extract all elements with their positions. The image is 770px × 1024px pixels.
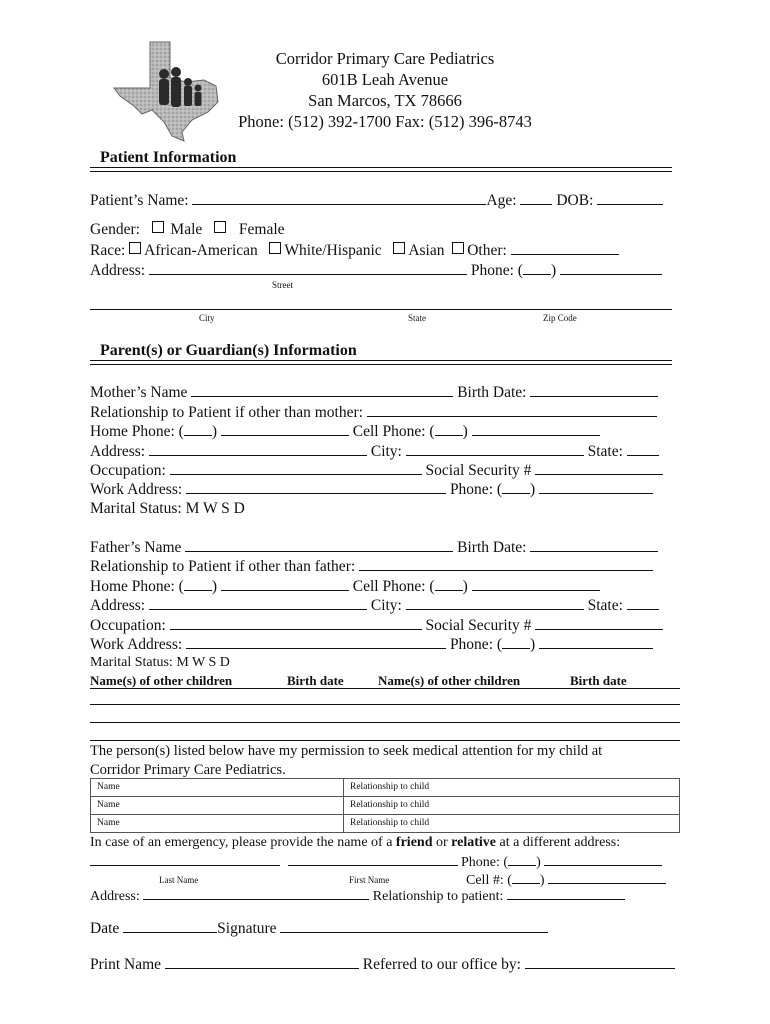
city-state-zip-line[interactable]	[90, 309, 672, 310]
emergency-relationship-label: Relationship to patient:	[372, 889, 504, 904]
print-name-label: Print Name	[90, 956, 162, 973]
permission-name-cell[interactable]: Name	[91, 815, 344, 833]
address-row	[90, 261, 662, 280]
practice-name: Corridor Primary Care Pediatrics	[275, 49, 495, 68]
permission-name-cell[interactable]: Name	[91, 779, 344, 797]
phone-number-field[interactable]	[560, 261, 662, 275]
street-caption: Street	[272, 280, 293, 290]
father-address-label: Address:	[90, 597, 146, 614]
emergency-cell-field[interactable]	[548, 870, 666, 884]
father-rel-label: Relationship to Patient if other than father:	[90, 558, 356, 575]
emergency-address-field[interactable]	[143, 886, 369, 900]
address-label: Address:	[90, 262, 146, 279]
race-wh-checkbox[interactable]	[269, 242, 281, 254]
race-aa-label: African-American	[144, 242, 258, 259]
dob-label: DOB:	[556, 192, 594, 209]
paren: )	[211, 578, 218, 595]
father-city-field[interactable]	[406, 596, 584, 610]
mother-birth-label: Birth Date:	[457, 384, 527, 401]
race-row	[90, 241, 619, 260]
emergency-address-row	[90, 886, 625, 905]
children-col1: Name(s) of other children	[90, 673, 233, 688]
paren: )	[550, 262, 557, 279]
father-work-field[interactable]	[186, 635, 446, 649]
mother-rel-row	[90, 403, 657, 422]
race-asian-label: Asian	[408, 242, 445, 259]
mother-cell-area-field[interactable]	[435, 422, 463, 436]
father-home-phone-label: Home Phone: (	[90, 578, 184, 595]
father-home-area-field[interactable]	[184, 577, 212, 591]
father-rel-field[interactable]	[359, 557, 653, 571]
father-work-phone-field[interactable]	[539, 635, 653, 649]
permission-rel-cell[interactable]: Relationship to child	[344, 779, 680, 797]
paren: )	[211, 423, 218, 440]
mother-work-field[interactable]	[186, 480, 446, 494]
father-birth-field[interactable]	[530, 538, 658, 552]
permission-line-1: The person(s) listed below have my permission to seek medical attention for my child at	[90, 743, 603, 759]
father-name-label: Father’s Name	[90, 539, 182, 556]
practice-contact: Phone: (512) 392-1700 Fax: (512) 396-8743	[238, 112, 532, 131]
signature-label: Signature	[217, 920, 277, 937]
father-rel-row	[90, 557, 653, 576]
practice-street: 601B Leah Avenue	[321, 70, 449, 89]
section-divider	[90, 360, 672, 365]
father-cell-area-field[interactable]	[435, 577, 463, 591]
practice-city: San Marcos, TX 78666	[308, 91, 462, 110]
race-other-label: Other:	[467, 242, 507, 259]
mother-name-field[interactable]	[191, 383, 453, 397]
address-street-field[interactable]	[149, 261, 467, 275]
permission-table	[90, 778, 680, 833]
dob-field[interactable]	[597, 191, 663, 205]
date-signature-row	[90, 919, 548, 938]
father-state-label: State:	[587, 597, 623, 614]
permission-rel-cell[interactable]: Relationship to child	[344, 815, 680, 833]
race-other-field[interactable]	[511, 241, 619, 255]
male-label: Male	[170, 221, 203, 238]
paren: )	[462, 578, 468, 595]
race-wh-label: White/Hispanic	[284, 242, 382, 259]
emergency-cell-area-field[interactable]	[512, 870, 540, 884]
paren: )	[530, 636, 536, 653]
section-title-patient: Patient Information	[100, 149, 237, 166]
emergency-intro	[90, 835, 620, 851]
mother-work-row	[90, 480, 653, 499]
emergency-phone-field[interactable]	[544, 852, 662, 866]
father-occupation-label: Occupation:	[90, 617, 166, 634]
children-line-2[interactable]	[90, 722, 680, 723]
state-caption: State	[408, 313, 426, 323]
mother-state-label: State:	[587, 443, 623, 460]
mother-address-row	[90, 442, 659, 461]
mother-work-label: Work Address:	[90, 481, 183, 498]
patient-name-row	[90, 191, 663, 210]
emergency-last-name-field[interactable]	[90, 852, 280, 866]
emergency-address-label: Address:	[90, 889, 140, 904]
section-title-parents: Parent(s) or Guardian(s) Information	[100, 342, 357, 359]
mother-address-label: Address:	[90, 443, 146, 460]
emergency-intro-b: at a different address:	[496, 835, 621, 850]
emergency-relationship-field[interactable]	[507, 886, 625, 900]
father-work-row	[90, 635, 653, 654]
mother-occupation-label: Occupation:	[90, 462, 166, 479]
father-home-phone-field[interactable]	[221, 577, 349, 591]
race-label: Race:	[90, 242, 126, 259]
father-ssn-field[interactable]	[535, 616, 663, 630]
mother-name-row	[90, 383, 658, 402]
children-line-3[interactable]	[90, 740, 680, 741]
emergency-phone-label: Phone: (	[461, 855, 509, 870]
patient-name-field[interactable]	[192, 191, 486, 205]
father-name-row	[90, 538, 658, 557]
age-label: Age:	[486, 192, 517, 209]
last-name-caption: Last Name	[159, 875, 199, 885]
father-city-label: City:	[370, 597, 402, 614]
referred-field[interactable]	[525, 955, 675, 969]
father-phone-row	[90, 577, 600, 596]
mother-work-area-field[interactable]	[502, 480, 530, 494]
print-name-row	[90, 955, 675, 974]
children-header	[90, 673, 680, 689]
father-birth-label: Birth Date:	[457, 539, 527, 556]
gender-label: Gender:	[90, 221, 140, 238]
father-ssn-label: Social Security #	[425, 617, 532, 634]
paren: )	[530, 481, 536, 498]
mother-city-label: City:	[370, 443, 402, 460]
mother-occupation-row	[90, 461, 663, 480]
father-marital-row[interactable]: Marital Status: M W S D	[90, 655, 230, 670]
emergency-relative: relative	[451, 835, 496, 850]
date-label: Date	[90, 920, 120, 937]
patient-name-label: Patient’s Name:	[90, 192, 189, 209]
father-work-area-field[interactable]	[502, 635, 530, 649]
mother-marital-row[interactable]: Marital Status: M W S D	[90, 500, 245, 517]
permission-rel-cell[interactable]: Relationship to child	[344, 797, 680, 815]
phone-area-field[interactable]	[523, 261, 551, 275]
mother-phone-row	[90, 422, 600, 441]
paren: )	[462, 423, 468, 440]
father-address-field[interactable]	[149, 596, 367, 610]
children-col2: Birth date	[287, 673, 344, 688]
date-field[interactable]	[123, 919, 217, 933]
first-name-caption: First Name	[349, 875, 390, 885]
city-caption: City	[199, 313, 215, 323]
paren: )	[539, 873, 545, 888]
mother-ssn-label: Social Security #	[425, 462, 532, 479]
mother-cell-field[interactable]	[472, 422, 600, 436]
emergency-friend: friend	[395, 835, 433, 850]
mother-occupation-field[interactable]	[170, 461, 422, 475]
father-address-row	[90, 596, 659, 615]
mother-city-field[interactable]	[406, 442, 584, 456]
father-occupation-field[interactable]	[170, 616, 422, 630]
race-aa-checkbox[interactable]	[129, 242, 141, 254]
mother-rel-label: Relationship to Patient if other than mother:	[90, 404, 363, 421]
age-field[interactable]	[520, 191, 552, 205]
phone-label: Phone: (	[470, 262, 523, 279]
male-checkbox[interactable]	[152, 221, 164, 233]
father-state-field[interactable]	[627, 596, 659, 610]
mother-work-phone-label: Phone: (	[449, 481, 503, 498]
mother-address-field[interactable]	[149, 442, 367, 456]
children-line-1[interactable]	[90, 704, 680, 705]
emergency-name-row	[90, 852, 662, 871]
mother-home-phone-label: Home Phone: (	[90, 423, 184, 440]
father-work-phone-label: Phone: (	[449, 636, 503, 653]
father-name-field[interactable]	[185, 538, 453, 552]
mother-state-field[interactable]	[627, 442, 659, 456]
permission-name-cell[interactable]: Name	[91, 797, 344, 815]
race-other-checkbox[interactable]	[452, 242, 464, 254]
permission-row[interactable]	[91, 815, 680, 833]
mother-birth-field[interactable]	[530, 383, 658, 397]
emergency-intro-a: In case of an emergency, please provide the name of a	[90, 835, 396, 850]
zip-caption: Zip Code	[543, 313, 577, 323]
paren: )	[536, 855, 541, 870]
signature-field[interactable]	[280, 919, 548, 933]
mother-home-area-field[interactable]	[184, 422, 212, 436]
mother-rel-field[interactable]	[367, 403, 657, 417]
female-label: Female	[238, 221, 285, 238]
father-occupation-row	[90, 616, 663, 635]
father-cell-field[interactable]	[472, 577, 600, 591]
female-checkbox[interactable]	[214, 221, 226, 233]
mother-ssn-field[interactable]	[535, 461, 663, 475]
mother-work-phone-field[interactable]	[539, 480, 653, 494]
father-work-label: Work Address:	[90, 636, 183, 653]
emergency-first-name-field[interactable]	[288, 852, 458, 866]
mother-home-phone-field[interactable]	[221, 422, 349, 436]
emergency-phone-area-field[interactable]	[508, 852, 536, 866]
permission-row[interactable]	[91, 779, 680, 797]
mother-name-label: Mother’s Name	[90, 384, 188, 401]
referred-label: Referred to our office by:	[362, 956, 521, 973]
permission-row[interactable]	[91, 797, 680, 815]
gender-row	[90, 221, 285, 239]
section-divider	[90, 167, 672, 172]
mother-cell-label: Cell Phone: (	[352, 423, 435, 440]
permission-line-2: Corridor Primary Care Pediatrics.	[90, 762, 286, 778]
emergency-cell-label: Cell #: (	[466, 873, 512, 888]
children-col3: Name(s) of other children	[378, 673, 521, 688]
children-col4: Birth date	[570, 673, 627, 688]
race-asian-checkbox[interactable]	[393, 242, 405, 254]
emergency-or: or	[432, 835, 452, 850]
father-cell-label: Cell Phone: (	[352, 578, 435, 595]
print-name-field[interactable]	[165, 955, 359, 969]
